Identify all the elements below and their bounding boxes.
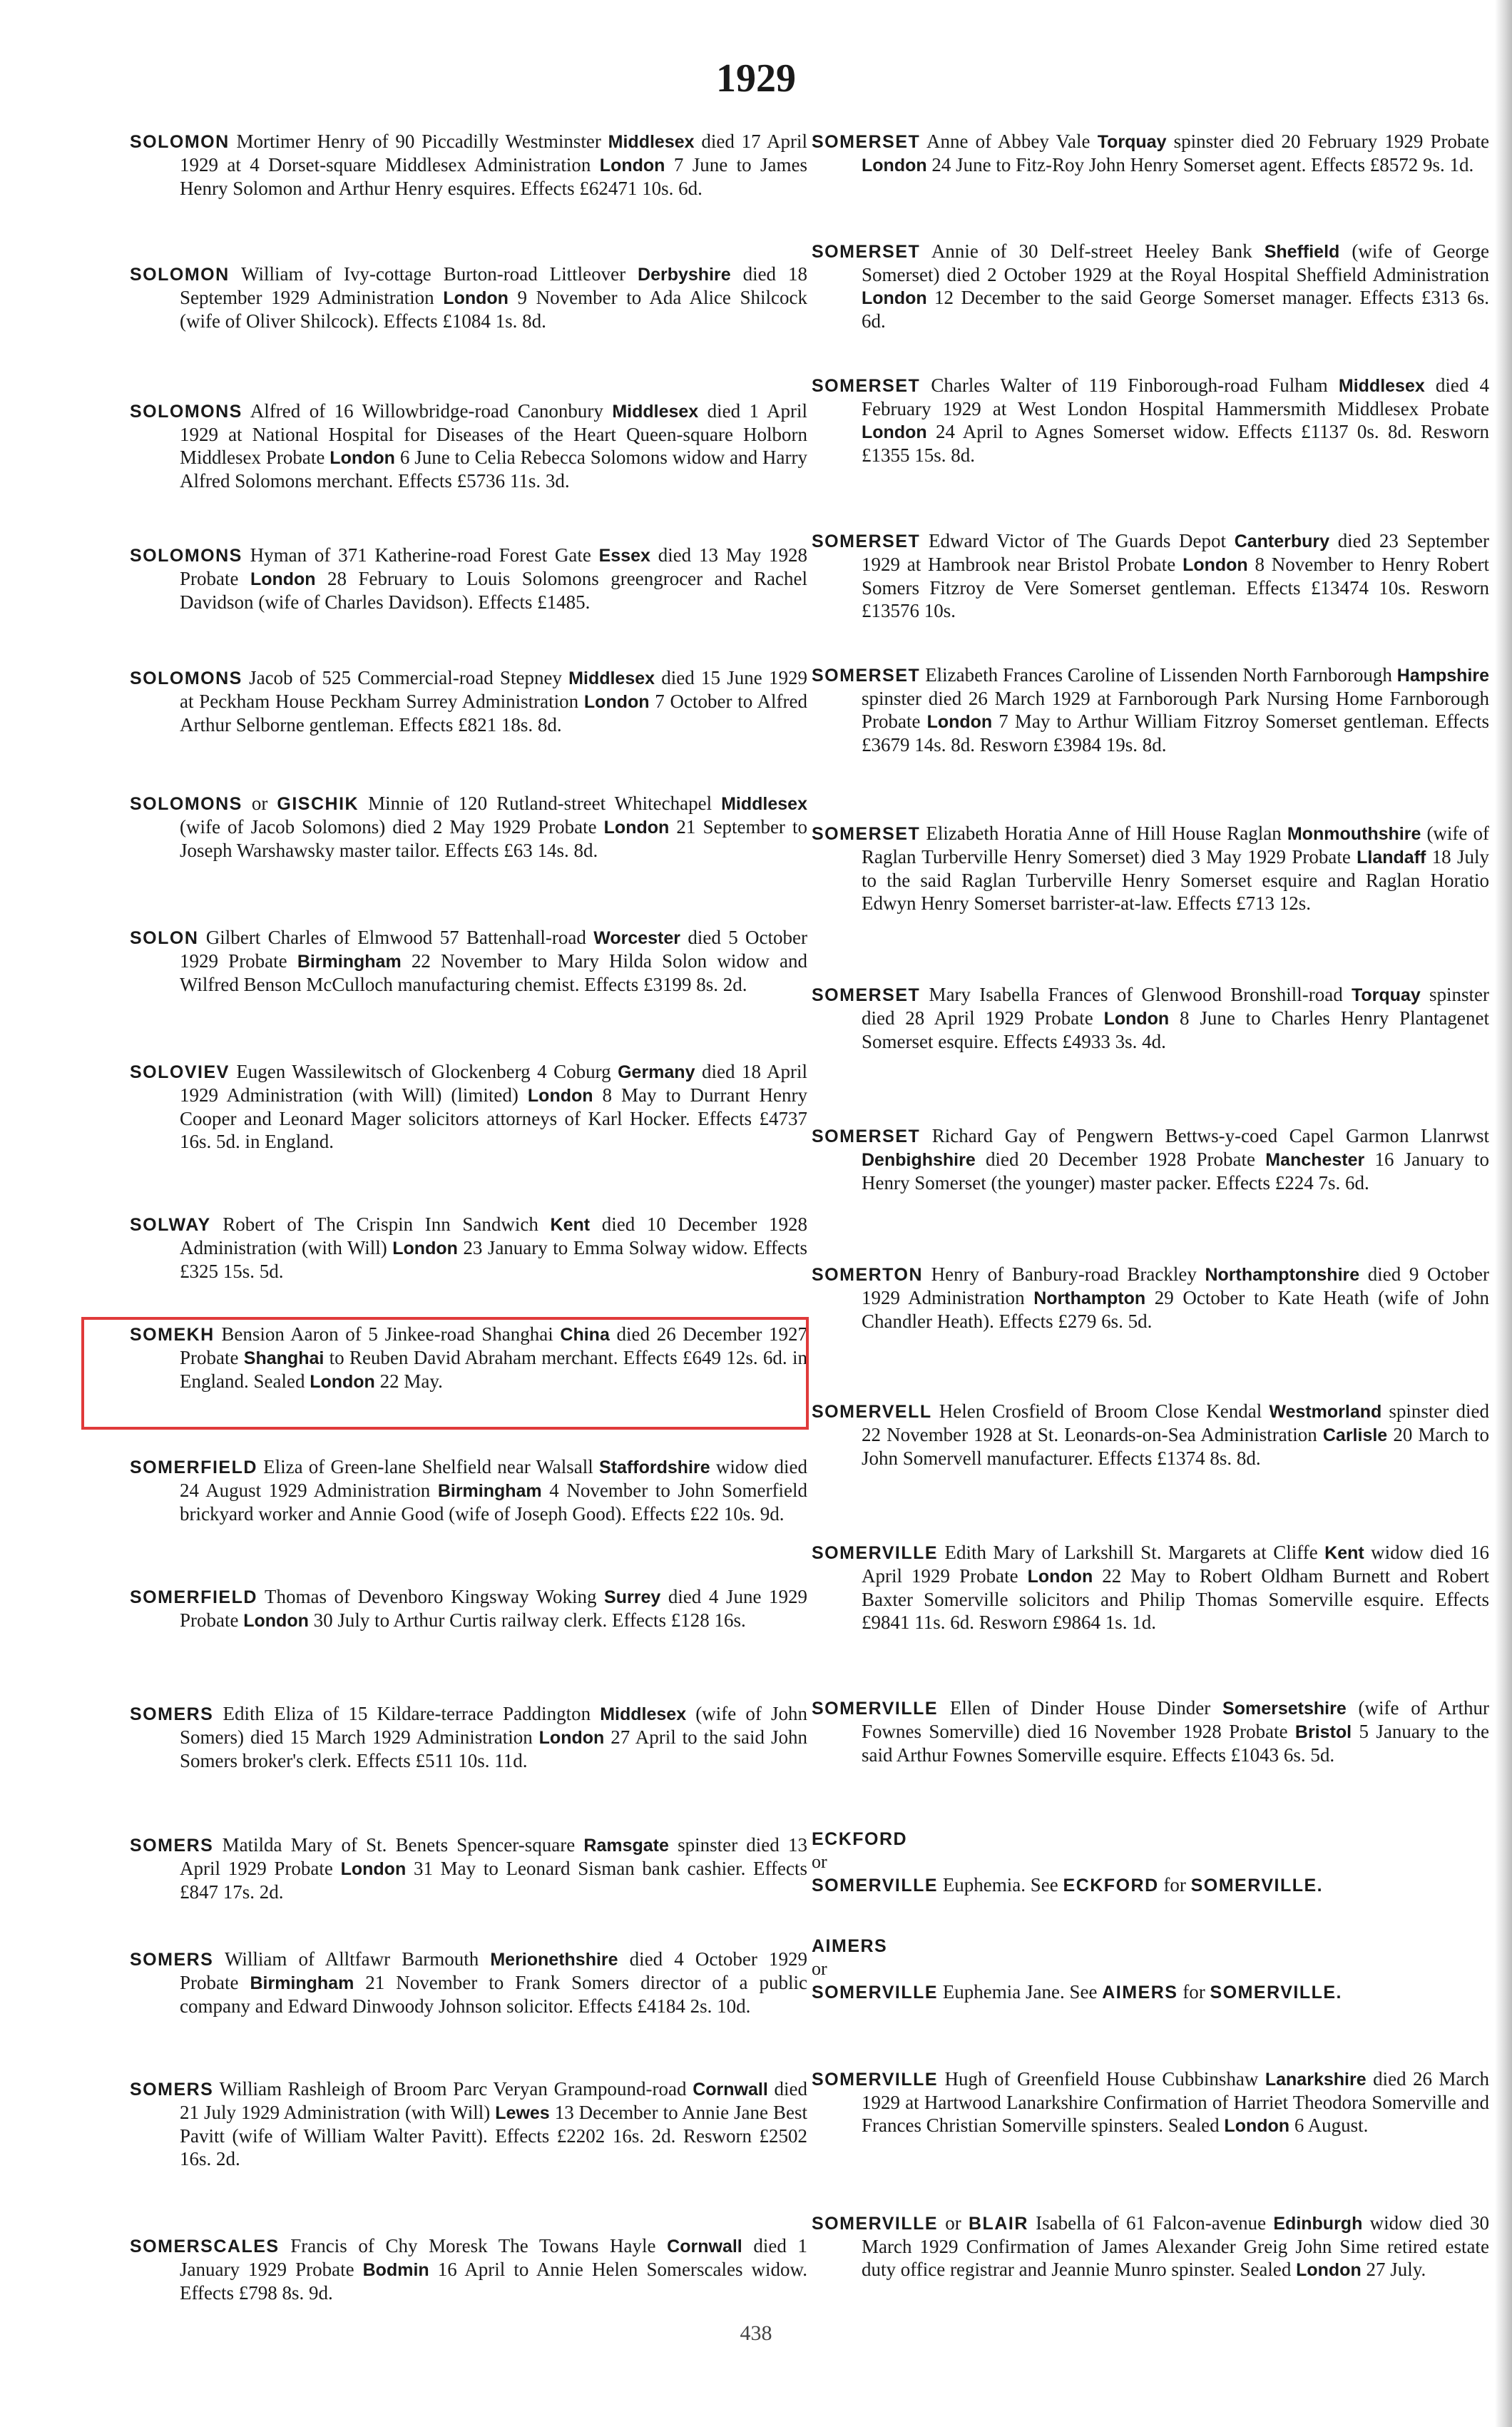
place-name: London — [1224, 2116, 1290, 2136]
entry-text: 20 March to John Somervell manufacturer. Effects £1374 8s. 8d. — [862, 1424, 1490, 1469]
place-name: Cornwall — [693, 2080, 768, 2100]
place-name: Lewes — [495, 2103, 550, 2123]
entry-text: to Reuben David Abraham merchant. Effects £649 12s. 6d. in England. Sealed — [180, 1347, 807, 1392]
see-reference — [812, 1980, 1439, 2004]
place-name: Middlesex — [612, 402, 699, 422]
entry-text: Thomas of Devenboro Kingsway Woking — [257, 1586, 605, 1607]
entry-text: died 13 May 1928 Probate — [180, 544, 807, 589]
probate-entry — [812, 374, 1489, 467]
probate-entry — [812, 983, 1489, 1053]
place-name: London — [599, 156, 665, 175]
entry-text: or — [938, 2212, 969, 2234]
entry-text: Edith Mary of Larkshill St. Margarets at Cliffe — [938, 1542, 1325, 1563]
place-name: London — [862, 156, 927, 175]
place-name: Kent — [550, 1215, 591, 1235]
place-name: Ramsgate — [583, 1836, 669, 1856]
place-name: London — [862, 288, 927, 308]
entry-text: for — [1158, 1874, 1191, 1896]
place-name: Edinburgh — [1273, 2214, 1363, 2234]
entry-text: (wife of Raglan Turberville Henry Somerset) died 3 May 1929 Probate — [862, 823, 1489, 867]
entry-text: William Rashleigh of Broom Parc Veryan Grampound-road — [213, 2078, 693, 2100]
probate-entry — [812, 1541, 1489, 1634]
place-name: Birmingham — [250, 1973, 354, 1993]
surname: SOMERVELL — [812, 1402, 932, 1422]
entry-text: 8 May to Durrant Henry Cooper and Leonard Mager solicitors attorneys of Karl Hocker. Effects £4737 16s. 5d. in England. — [180, 1084, 807, 1152]
entry-text: Anne of Abbey Vale — [920, 131, 1098, 152]
place-name: Kent — [1324, 1543, 1364, 1563]
entry-text: Francis of Chy Moresk The Towans Hayle — [279, 2235, 668, 2256]
place-name: London — [926, 712, 993, 732]
probate-entry — [130, 130, 807, 200]
entry-text: 16 January to Henry Somerset (the younger) master packer. Effects £224 7s. 6d. — [862, 1149, 1489, 1194]
entry-text: 24 April to Agnes Somerset widow. Effects £1137 0s. 8d. Resworn £1355 15s. 8d. — [862, 421, 1489, 466]
entry-text: 27 July. — [1361, 2259, 1426, 2280]
surname: SOMERSET — [812, 242, 921, 262]
entry-text: Elizabeth Horatia Anne of Hill House Raglan — [920, 823, 1287, 844]
cross-reference — [812, 1935, 1439, 2004]
entry-text: 18 July to the said Raglan Turberville Henry Somerset esquire and Raglan Horatio Edwyn Henry Somerset barrister-at-law. Effects £713 12s. — [862, 846, 1489, 914]
entry-text: widow died 24 August 1929 Administration — [180, 1456, 808, 1501]
entry-text: Hyman of 371 Katherine-road Forest Gate — [242, 544, 599, 566]
surname: SOLOMONS — [130, 794, 242, 814]
place-name: Bodmin — [362, 2260, 429, 2280]
entry-text: Helen Crosfield of Broom Close Kendal — [931, 1400, 1270, 1422]
entry-text: Gilbert Charles of Elmwood 57 Battenhall-road — [198, 927, 594, 948]
place-name: London — [538, 1728, 605, 1748]
place-name: Torquay — [1351, 985, 1421, 1005]
entry-text: died 23 September 1929 at Hambrook near Bristol Probate — [862, 530, 1490, 575]
entry-text: 13 December to Annie Jane Best Pavitt (wife of William Walter Pavitt). Effects £2202 16s. 2d. Resworn £2502 16s. 2d. — [180, 2102, 807, 2169]
place-name: Westmorland — [1269, 1402, 1382, 1422]
surname: SOMERS — [130, 2080, 214, 2100]
entry-text: died 18 April 1929 Administration (with Will) (limited) — [180, 1061, 807, 1106]
place-name: Surrey — [604, 1587, 661, 1607]
probate-entry — [130, 666, 807, 736]
probate-entry — [130, 926, 807, 996]
entry-text: died 10 December 1928 Administration (with Will) — [180, 1214, 807, 1258]
surname: SOMERFIELD — [130, 1457, 257, 1477]
entry-text: spinster died 22 November 1928 at St. Leonards-on-Sea Administration — [862, 1400, 1489, 1445]
place-name: Somersetshire — [1222, 1699, 1347, 1719]
entry-text: 22 November to Mary Hilda Solon widow and Wilfred Benson McCulloch manufacturing chemist. Effects £3199 8s. 2d. — [180, 950, 807, 995]
place-name: Torquay — [1097, 132, 1167, 152]
entry-text: (wife of Jacob Solomons) died 2 May 1929 Probate — [180, 816, 604, 838]
place-name: Worcester — [593, 928, 681, 948]
place-name: Denbighshire — [862, 1150, 976, 1170]
place-name: Canterbury — [1234, 531, 1330, 551]
entry-text: 21 November to Frank Somers director of a public company and Edward Dinwoody Johnson solicitor. Effects £4184 2s. 10d. — [180, 1972, 807, 2017]
entry-text: (wife of George Somerset) died 2 October 1929 at the Royal Hospital Sheffield Administration — [862, 240, 1489, 285]
surname: SOLOMON — [130, 132, 230, 152]
place-name: Middlesex — [600, 1704, 687, 1724]
place-name: Staffordshire — [599, 1457, 710, 1477]
place-name: Llandaff — [1357, 848, 1426, 867]
place-name: Germany — [618, 1062, 695, 1082]
probate-entry — [812, 663, 1489, 756]
entry-text: died 4 June 1929 Probate — [180, 1586, 807, 1631]
page-edge — [1495, 0, 1512, 2427]
surname: SOLOMONS — [130, 546, 242, 566]
probate-entry — [130, 1948, 807, 2018]
place-name: Hampshire — [1396, 666, 1489, 686]
place-name: Shanghai — [243, 1348, 325, 1368]
entry-text: 7 October to Alfred Arthur Selborne gentleman. Effects £821 18s. 8d. — [180, 691, 807, 736]
entry-text: or — [242, 793, 277, 814]
place-name: London — [1182, 555, 1248, 575]
place-name: Middlesex — [608, 132, 695, 152]
page-year: 1929 — [716, 56, 796, 101]
probate-entry — [130, 2077, 807, 2170]
entry-text: died 1 April 1929 at National Hospital for Diseases of the Heart Queen-square Holborn Middlesex Probate — [180, 400, 807, 468]
probate-entry — [130, 1585, 807, 1632]
surname: SOMERSET — [812, 531, 921, 551]
entry-text: Ellen of Dinder House Dinder — [938, 1697, 1223, 1719]
entry-text: Alfred of 16 Willowbridge-road Canonbury — [242, 400, 613, 422]
place-name: Sheffield — [1264, 242, 1340, 262]
surname: SOMERVILLE — [812, 1699, 939, 1719]
place-name: Monmouthshire — [1287, 824, 1421, 844]
entry-text: 31 May to Leonard Sisman bank cashier. Effects £847 17s. 2d. — [180, 1858, 807, 1903]
place-name: London — [862, 422, 927, 442]
place-name: London — [603, 818, 670, 838]
entry-text: died 1 January 1929 Probate — [180, 2235, 807, 2280]
probate-entry — [812, 822, 1489, 915]
entry-text: widow died 16 April 1929 Probate — [862, 1542, 1490, 1587]
place-name: Northampton — [1033, 1288, 1146, 1308]
entry-text: spinster died 26 March 1929 at Farnborough Park Nursing Home Farnborough Probate — [862, 688, 1489, 732]
probate-entry — [812, 240, 1489, 332]
surname: SOLOMONS — [130, 668, 242, 688]
surname: SOMERFIELD — [130, 1587, 257, 1607]
entry-text: Mortimer Henry of 90 Piccadilly Westminster — [229, 131, 608, 152]
place-name: Birmingham — [437, 1481, 542, 1501]
place-name: Northamptonshire — [1205, 1265, 1360, 1285]
entry-text: 29 October to Kate Heath (wife of John Chandler Heath). Effects £279 6s. 5d. — [862, 1287, 1489, 1332]
entry-text: 7 May to Arthur William Fitzroy Somerset gentleman. Effects £3679 14s. 8d. Resworn £3984 19s. 8d. — [862, 711, 1489, 755]
place-name: Derbyshire — [638, 265, 731, 285]
entry-text: died 4 February 1929 at West London Hospital Hammersmith Middlesex Probate — [862, 375, 1489, 419]
place-name: Birmingham — [297, 952, 402, 972]
entry-text: died 17 April 1929 at 4 Dorset-square Middlesex Administration — [180, 131, 807, 175]
entry-text: Henry of Banbury-road Brackley — [923, 1263, 1205, 1285]
surname: SOMERSET — [812, 985, 921, 1005]
entry-text: died 20 December 1928 Probate — [975, 1149, 1266, 1170]
surname: SOLOVIEV — [130, 1062, 230, 1082]
surname: SOMERSCALES — [130, 2237, 280, 2256]
surname: SOLON — [130, 928, 199, 948]
entry-text: Richard Gay of Pengwern Bettws-y-coed Capel Garmon Llanrwst — [920, 1125, 1489, 1146]
probate-entry — [812, 2067, 1489, 2137]
probate-entry — [130, 400, 807, 492]
entry-text: Elizabeth Frances Caroline of Lissenden North Farnborough — [920, 664, 1397, 686]
alias-surname: ECKFORD — [812, 1829, 908, 1849]
surname: SOMERSET — [812, 1126, 921, 1146]
probate-entry — [812, 1263, 1489, 1333]
entry-text: died 15 June 1929 at Peckham House Peckham Surrey Administration — [180, 667, 807, 712]
entry-text: spinster died 20 February 1929 Probate — [1166, 131, 1490, 152]
place-name: London — [392, 1238, 458, 1258]
entry-text: 22 May. — [374, 1370, 443, 1392]
entry-text: 24 June to Fitz-Roy John Henry Somerset agent. Effects £8572 9s. 1d. — [926, 154, 1474, 175]
surname: SOMERSET — [812, 666, 921, 686]
entry-text: spinster died 13 April 1929 Probate — [180, 1834, 807, 1879]
surname: SOMERVILLE — [812, 2214, 939, 2234]
entry-text: widow died 30 March 1929 Confirmation of James Alexander Greig John Sime retired estate duty office registrar and Jeannie Munro spinster. Sealed — [862, 2212, 1490, 2280]
place-name: London — [340, 1859, 407, 1879]
entry-text: died 21 July 1929 Administration (with Will) — [180, 2078, 807, 2123]
entry-text: Matilda Mary of St. Benets Spencer-square — [213, 1834, 584, 1856]
entry-text: 4 November to John Somerfield brickyard worker and Annie Good (wife of Joseph Good). Effects £22 10s. 9d. — [180, 1480, 807, 1525]
surname: SOMERVILLE — [812, 1983, 939, 2003]
place-name: Essex — [598, 546, 650, 566]
entry-text: spinster died 28 April 1929 Probate — [862, 984, 1489, 1029]
place-name: Middlesex — [721, 794, 807, 814]
place-name: London — [1027, 1567, 1093, 1587]
surname: ECKFORD — [1063, 1876, 1159, 1896]
surname: AIMERS — [1102, 1983, 1178, 2003]
place-name: Middlesex — [568, 668, 655, 688]
place-name: London — [1296, 2260, 1362, 2280]
entry-text: Euphemia Jane. See — [938, 1981, 1103, 2003]
place-name: London — [583, 692, 650, 712]
entry-text: 12 December to the said George Somerset manager. Effects £313 6s. 6d. — [862, 287, 1489, 332]
entry-text: 21 September to Joseph Warshawsky master tailor. Effects £63 14s. 8d. — [180, 816, 808, 861]
surname: SOMERVILLE — [812, 2070, 939, 2090]
entry-text: Isabella of 61 Falcon-avenue — [1028, 2212, 1274, 2234]
probate-entry — [812, 1124, 1489, 1194]
place-name: London — [1103, 1009, 1170, 1029]
entry-text: 9 November to Ada Alice Shilcock (wife of Oliver Shilcock). Effects £1084 1s. 8d. — [180, 287, 808, 332]
place-name: London — [443, 288, 509, 308]
entry-text: died 26 March 1929 at Hartwood Lanarkshire Confirmation of Harriet Theodora Somerville and Frances Christian Somerville spinsters. Sealed — [862, 2068, 1489, 2136]
see-reference — [812, 1873, 1439, 1897]
entry-text: Eliza of Green-lane Shelfield near Walsall — [257, 1456, 600, 1477]
probate-entry — [130, 1213, 807, 1283]
entry-text: 5 January to the said Arthur Fownes Somerville esquire. Effects £1043 6s. 5d. — [862, 1721, 1489, 1766]
entry-text: (wife of Arthur Fownes Somerville) died 16 November 1928 Probate — [862, 1697, 1489, 1742]
entry-text: Edith Eliza of 15 Kildare-terrace Paddington — [213, 1703, 601, 1724]
entry-text: Euphemia. See — [938, 1874, 1063, 1896]
entry-text: Charles Walter of 119 Finborough-road Fulham — [920, 375, 1339, 396]
place-name: London — [310, 1372, 375, 1392]
place-name: Bristol — [1294, 1722, 1352, 1742]
surname: SOMERVILLE. — [1190, 1876, 1324, 1896]
surname: SOLWAY — [130, 1215, 211, 1235]
entry-text: (wife of John Somers) died 15 March 1929 Administration — [180, 1703, 807, 1748]
entry-text: 28 February to Louis Solomons greengrocer and Rachel Davidson (wife of Charles Davidson). Effects £1485. — [180, 568, 807, 613]
surname: SOMERVILLE — [812, 1543, 939, 1563]
probate-entry — [812, 2212, 1489, 2281]
surname: SOMERS — [130, 1836, 214, 1856]
entry-text: 16 April to Annie Helen Somerscales widow. Effects £798 8s. 9d. — [180, 2259, 807, 2304]
entry-text: died 5 October 1929 Probate — [180, 927, 807, 972]
entry-text: Mary Isabella Frances of Glenwood Bronshill-road — [920, 984, 1352, 1005]
entry-text: Edward Victor of The Guards Depot — [920, 530, 1235, 551]
entry-text: 8 June to Charles Henry Plantagenet Somerset esquire. Effects £4933 3s. 4d. — [862, 1007, 1490, 1052]
place-name: London — [250, 569, 316, 589]
entry-text: 22 May to Robert Oldham Burnett and Robert Baxter Somerville solicitors and Philip Thomas Somerville esquire. Effects £9841 11s. 6d. Resworn £9864 1s. 1d. — [862, 1565, 1489, 1633]
probate-entry — [130, 263, 807, 332]
place-name: Cornwall — [667, 2237, 742, 2256]
entry-text: 7 June to James Henry Solomon and Arthur Henry esquires. Effects £62471 10s. 6d. — [180, 154, 807, 199]
entry-text: died 9 October 1929 Administration — [862, 1263, 1489, 1308]
place-name: London — [243, 1611, 309, 1631]
surname: BLAIR — [969, 2214, 1028, 2234]
probate-entry — [812, 1696, 1489, 1766]
probate-entry — [812, 529, 1489, 622]
place-name: China — [560, 1325, 610, 1345]
surname: SOMERS — [130, 1950, 214, 1970]
probate-entry — [130, 1060, 807, 1153]
surname: SOLOMON — [130, 265, 230, 285]
entry-text: 6 June to Celia Rebecca Solomons widow and Harry Alfred Solomons merchant. Effects £5736 11s. 3d. — [180, 447, 808, 492]
probate-entry — [130, 1833, 807, 1903]
place-name: Manchester — [1265, 1150, 1365, 1170]
probate-entry — [130, 2234, 807, 2304]
entry-text: Jacob of 525 Commercial-road Stepney — [242, 667, 569, 688]
surname: SOMERVILLE — [812, 1876, 939, 1896]
place-name: Carlisle — [1322, 1425, 1388, 1445]
probate-entry — [812, 130, 1489, 177]
probate-entry — [130, 792, 807, 862]
surname: SOMERVILLE. — [1210, 1983, 1342, 2003]
surname: SOMERTON — [812, 1265, 923, 1285]
entry-text: for — [1178, 1981, 1210, 2003]
place-name: London — [330, 448, 395, 468]
probate-entry — [130, 544, 807, 614]
entry-text: 6 August. — [1289, 2115, 1369, 2136]
entry-text: died 4 October 1929 Probate — [180, 1948, 807, 1993]
surname: SOMERS — [130, 1704, 214, 1724]
probate-entry — [130, 1455, 807, 1525]
entry-text: 27 April to the said John Somers broker's clerk. Effects £511 10s. 11d. — [180, 1726, 807, 1771]
entry-text: Eugen Wassilewitsch of Glockenberg 4 Coburg — [229, 1061, 618, 1082]
entry-text: 30 July to Arthur Curtis railway clerk. Effects £128 16s. — [308, 1609, 746, 1631]
alias-surname: AIMERS — [812, 1936, 888, 1956]
entry-text: Annie of 30 Delf-street Heeley Bank — [920, 240, 1265, 262]
entry-text: Hugh of Greenfield House Cubbinshaw — [938, 2068, 1265, 2090]
entry-text: died 26 December 1927 Probate — [180, 1323, 807, 1368]
place-name: Middlesex — [1338, 376, 1425, 396]
entry-text: William of Ivy-cottage Burton-road Littleover — [229, 263, 638, 285]
entry-text: Robert of The Crispin Inn Sandwich — [210, 1214, 551, 1235]
surname: SOMERSET — [812, 824, 921, 844]
entry-text: 8 November to Henry Robert Somers Fitzroy de Vere Somerset gentleman. Effects £13474 10s. Resworn £13576 10s. — [862, 554, 1489, 621]
surname: GISCHIK — [277, 794, 359, 814]
place-name: Lanarkshire — [1265, 2070, 1367, 2090]
entry-text: died 18 September 1929 Administration — [180, 263, 807, 308]
highlight-box — [81, 1317, 809, 1430]
entry-text: Minnie of 120 Rutland-street Whitechapel — [359, 793, 722, 814]
or-connector: or — [812, 1958, 827, 1979]
entry-text: Bension Aaron of 5 Jinkee-road Shanghai — [214, 1323, 561, 1345]
probate-entry — [812, 1400, 1489, 1470]
or-connector: or — [812, 1851, 827, 1872]
entry-text: William of Alltfawr Barmouth — [213, 1948, 491, 1970]
surname: SOMERSET — [812, 132, 921, 152]
entry-text: 23 January to Emma Solway widow. Effects £325 15s. 5d. — [180, 1237, 807, 1282]
surname: SOMERSET — [812, 376, 921, 396]
surname: SOMEKH — [130, 1325, 215, 1345]
place-name: London — [527, 1086, 593, 1106]
place-name: Merionethshire — [490, 1950, 618, 1970]
surname: SOLOMONS — [130, 402, 242, 422]
cross-reference — [812, 1828, 1439, 1897]
page-number: 438 — [740, 2321, 772, 2345]
probate-entry — [130, 1702, 807, 1772]
